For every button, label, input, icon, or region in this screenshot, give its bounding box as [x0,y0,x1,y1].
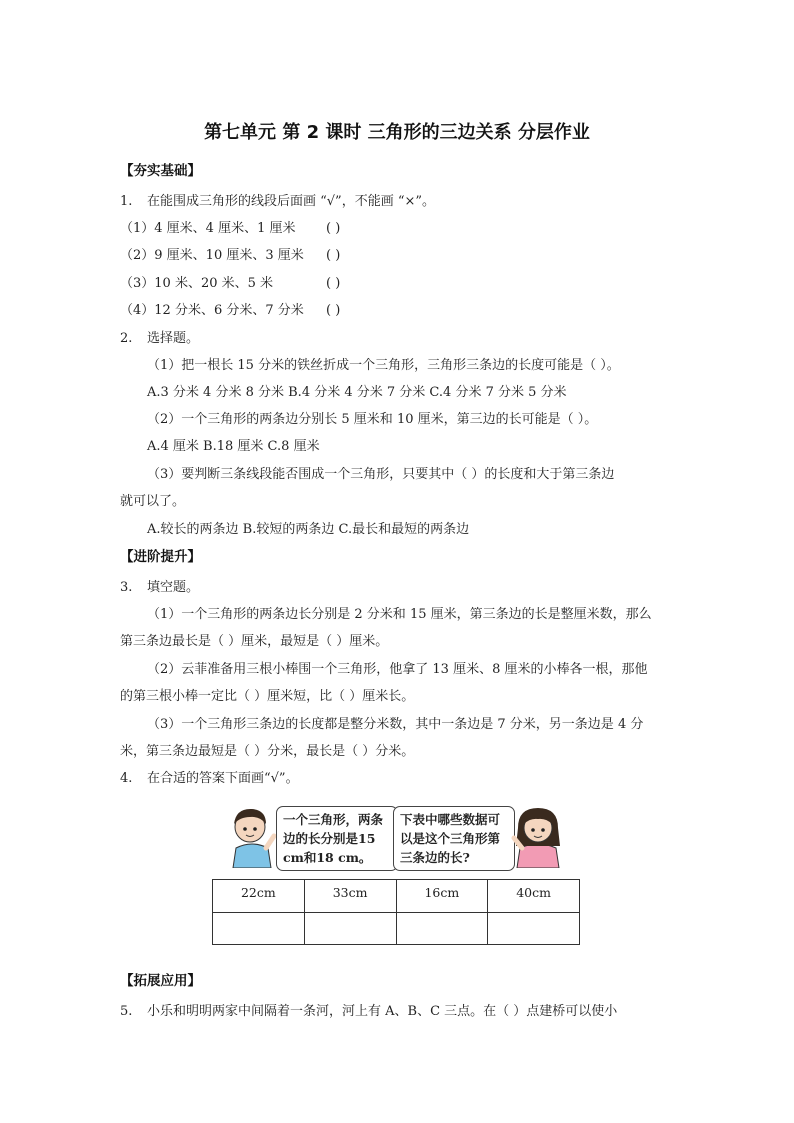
q3-part3-line1: （3）一个三角形三条边的长度都是整分米数，其中一条边是 7 分米，另一条边是 4 分 [147,717,644,732]
table-header-cell: 33cm [304,880,396,913]
q3-part2-line2: 的第三根小棒一定比（ ）厘米短，比（ ）厘米长。 [120,689,415,704]
q1-item-3-blank[interactable]: ( ) [326,276,341,291]
table-header-row [213,880,580,913]
q1-stem: 在能围成三角形的线段后面画 “√”，不能画 “×”。 [147,194,436,209]
page-title: 第七单元 第 2 课时 三角形的三边关系 分层作业 [204,122,590,143]
q3-part2-line1: （2）云菲准备用三根小棒围一个三角形，他拿了 13 厘米、8 厘米的小棒各一根，那他 [147,662,648,677]
q1-item-2-blank[interactable]: ( ) [326,248,341,263]
boy-speech-bubble: 一个三角形，两条边的长分别是15 cm和18 cm。 [276,806,398,871]
q2-part2: （2）一个三角形的两条边分别长 5 厘米和 10 厘米，第三边的长可能是（ ）。 [147,412,598,427]
q4-number: 4. [120,771,133,786]
q1-number: 1. [120,194,133,209]
q1-item-4-label: （4）12 分米、6 分米、7 分米 [120,303,304,318]
q1-item-1-blank[interactable]: ( ) [326,221,341,236]
answer-cell-22cm[interactable] [213,913,305,945]
q1-item-1-label: （1）4 厘米、4 厘米、1 厘米 [120,221,296,236]
q4-answer-table [212,879,580,945]
q5-number: 5. [120,1004,133,1019]
q3-number: 3. [120,580,133,595]
answer-cell-16cm[interactable] [396,913,488,945]
girl-speech-bubble: 下表中哪些数据可以是这个三角形第三条边的长? [393,806,515,871]
q4-stem: 在合适的答案下面画“√”。 [147,771,299,786]
q2-part3-line1: （3）要判断三条线段能否围成一个三角形，只要其中（ ）的长度和大于第三条边 [147,467,615,482]
q3-part1-line1: （1）一个三角形的两条边长分别是 2 分米和 15 厘米，第三条边的长是整厘米数，那么 [147,607,652,622]
table-header-cell: 16cm [396,880,488,913]
q2-part3-options[interactable]: A.较长的两条边 B.较短的两条边 C.最长和最短的两条边 [147,522,470,537]
q3-part3-line2: 米，第三条边最短是（ ）分米，最长是（ ）分米。 [120,744,415,759]
q2-stem: 选择题。 [147,331,200,346]
q2-number: 2. [120,331,133,346]
section-extended-heading: 【拓展应用】 [120,973,201,989]
answer-cell-40cm[interactable] [488,913,580,945]
table-header-cell: 22cm [213,880,305,913]
section-advanced-heading: 【进阶提升】 [120,549,201,565]
girl-illustration [510,802,566,868]
table-answer-row [213,913,580,945]
q2-part1: （1）把一根长 15 分米的铁丝折成一个三角形，三角形三条边的长度可能是（ ）。 [147,358,620,373]
q2-part2-options[interactable]: A.4 厘米 B.18 厘米 C.8 厘米 [147,439,320,454]
boy-illustration [226,802,278,868]
answer-cell-33cm[interactable] [304,913,396,945]
q2-part3-line2: 就可以了。 [120,494,186,509]
q1-item-3-label: （3）10 米、20 米、5 米 [120,276,274,291]
q3-stem: 填空题。 [147,580,200,595]
q2-part1-options[interactable]: A.3 分米 4 分米 8 分米 B.4 分米 4 分米 7 分米 C.4 分米 7 分米 5 分米 [147,385,567,400]
q1-item-2-label: （2）9 厘米、10 厘米、3 厘米 [120,248,304,263]
q5-text: 小乐和明明两家中间隔着一条河，河上有 A、B、C 三点。在（ ）点建桥可以使小 [147,1004,618,1019]
q1-item-4-blank[interactable]: ( ) [326,303,341,318]
table-header-cell: 40cm [488,880,580,913]
q3-part1-line2: 第三条边最长是（ ）厘米，最短是（ ）厘米。 [120,634,389,649]
section-basic-heading: 【夯实基础】 [120,163,201,179]
